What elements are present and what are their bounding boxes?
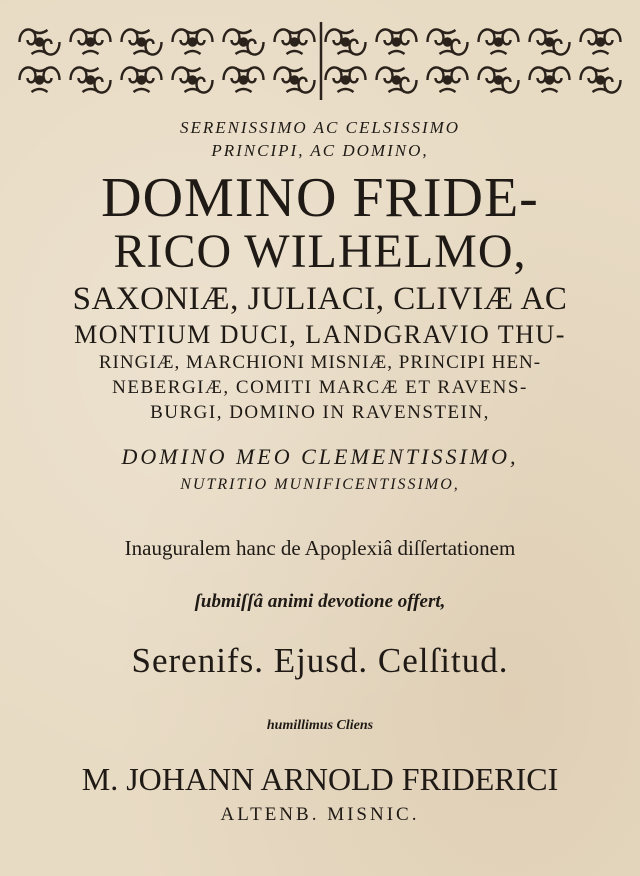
ornamental-border-band <box>14 20 628 102</box>
dedication-line-1: SERENISSIMO AC CELSISSIMO <box>179 118 461 137</box>
ornament-motif <box>275 67 315 92</box>
ornament-motif <box>20 67 60 92</box>
title-name-line-2: RICO WILHELMO, <box>113 225 527 278</box>
ornament-motif <box>71 67 111 92</box>
ornament-motif <box>530 67 570 92</box>
ornament-motif <box>20 29 60 54</box>
titles-line-2: MONTIUM DUCI, LANDGRAVIO THU- <box>74 320 566 349</box>
ornament-motif <box>581 67 621 92</box>
offering-line: Inauguralem hanc de Apoplexiâ diſſertationem <box>124 536 516 560</box>
titles-line-5: BURGI, DOMINO IN RAVENSTEIN, <box>150 402 490 423</box>
devotion-line: ſubmiſſâ animi devotione offert, <box>194 591 446 612</box>
epithet-line-1: DOMINO MEO CLEMENTISSIMO, <box>121 444 519 469</box>
author-origin: ALTENB. MISNIC. <box>220 804 420 825</box>
ornament-motif <box>326 29 366 54</box>
ornament-motif <box>377 29 417 54</box>
ornament-motif <box>224 29 264 54</box>
ornament-motif <box>122 67 162 92</box>
titles-line-1: SAXONIÆ, JULIACI, CLIVIÆ AC <box>72 281 568 317</box>
ornament-motif <box>224 67 264 92</box>
title-name-line-1: DOMINO FRIDE- <box>101 167 539 229</box>
ornament-motif <box>326 67 366 92</box>
ornament-motif <box>275 29 315 54</box>
ornament-motif <box>530 29 570 54</box>
ornament-motif <box>122 29 162 54</box>
ornament-motif <box>479 67 519 92</box>
ornament-motif <box>428 29 468 54</box>
ornament-motif <box>377 67 417 92</box>
titles-line-4: NEBERGIÆ, COMITI MARCÆ ET RAVENS- <box>112 377 528 398</box>
titles-line-3: RINGIÆ, MARCHIONI MISNIÆ, PRINCIPI HEN- <box>98 352 542 373</box>
ornament-motif <box>173 29 213 54</box>
client-line: humillimus Cliens <box>266 718 374 733</box>
ornament-motif <box>479 29 519 54</box>
epithet-line-2: NUTRITIO MUNIFICENTISSIMO, <box>180 476 460 493</box>
ornament-motif <box>71 29 111 54</box>
celsitude-line: Serenifs. Ejusd. Celſitud. <box>131 641 509 680</box>
ornament-motif <box>428 67 468 92</box>
ornament-motif <box>173 67 213 92</box>
ornament-motif <box>581 29 621 54</box>
author-name: M. JOHANN ARNOLD FRIDERICI <box>81 761 559 797</box>
dedication-line-2: PRINCIPI, AC DOMINO, <box>211 141 429 160</box>
